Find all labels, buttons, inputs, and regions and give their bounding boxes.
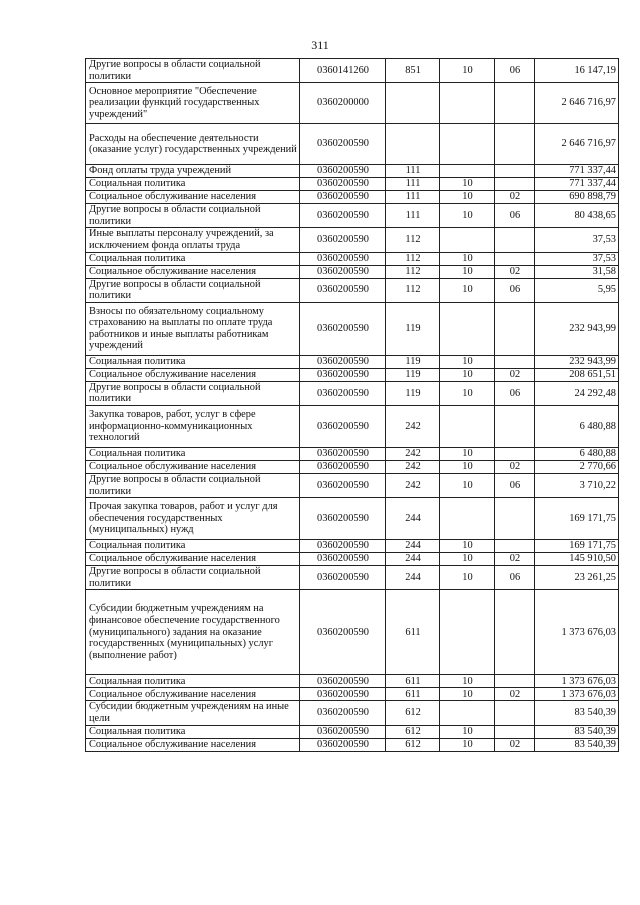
row-name: Социальная политика	[86, 178, 300, 191]
row-pr: 06	[495, 59, 535, 83]
row-name: Социальное обслуживание населения	[86, 265, 300, 278]
row-amount: 3 710,22	[535, 473, 619, 497]
row-csr: 0360200590	[300, 701, 386, 725]
row-csr: 0360200590	[300, 590, 386, 675]
row-pr	[495, 252, 535, 265]
row-rz: 10	[440, 688, 495, 701]
row-name: Расходы на обеспечение деятельности (оказание услуг) государственных учреждений	[86, 124, 300, 165]
row-amount: 169 171,75	[535, 540, 619, 553]
table-row	[86, 566, 619, 590]
row-name: Фонд оплаты труда учреждений	[86, 165, 300, 178]
row-csr: 0360200590	[300, 675, 386, 688]
row-vr: 119	[386, 368, 440, 381]
row-amount: 2 770,66	[535, 460, 619, 473]
row-name: Взносы по обязательному социальному страхованию на выплаты по оплате труда работников и иные выплаты работникам учреждений	[86, 302, 300, 355]
row-vr: 612	[386, 725, 440, 738]
row-rz: 10	[440, 675, 495, 688]
row-rz	[440, 83, 495, 124]
row-pr: 06	[495, 566, 535, 590]
row-pr	[495, 447, 535, 460]
row-pr	[495, 590, 535, 675]
row-name: Иные выплаты персоналу учреждений, за исключением фонда оплаты труда	[86, 228, 300, 252]
row-csr: 0360200590	[300, 278, 386, 302]
row-vr	[386, 83, 440, 124]
row-vr: 112	[386, 228, 440, 252]
row-csr: 0360200590	[300, 265, 386, 278]
row-pr: 06	[495, 278, 535, 302]
row-csr: 0360200590	[300, 381, 386, 405]
table-row	[86, 675, 619, 688]
row-pr	[495, 228, 535, 252]
row-amount: 1 373 676,03	[535, 675, 619, 688]
row-name: Социальная политика	[86, 540, 300, 553]
row-amount: 23 261,25	[535, 566, 619, 590]
row-amount: 24 292,48	[535, 381, 619, 405]
row-vr: 242	[386, 405, 440, 447]
row-rz: 10	[440, 252, 495, 265]
row-name: Закупка товаров, работ, услуг в сфере информационно-коммуникационных технологий	[86, 405, 300, 447]
row-rz: 10	[440, 460, 495, 473]
row-vr: 111	[386, 165, 440, 178]
row-vr: 851	[386, 59, 440, 83]
row-csr: 0360200590	[300, 540, 386, 553]
row-csr: 0360200590	[300, 355, 386, 368]
row-rz	[440, 701, 495, 725]
row-name: Социальная политика	[86, 355, 300, 368]
row-vr: 611	[386, 688, 440, 701]
row-pr	[495, 498, 535, 540]
row-csr: 0360200590	[300, 566, 386, 590]
row-rz: 10	[440, 178, 495, 191]
row-pr: 06	[495, 204, 535, 228]
table-row	[86, 204, 619, 228]
row-pr: 02	[495, 688, 535, 701]
row-pr	[495, 355, 535, 368]
row-pr: 02	[495, 191, 535, 204]
row-amount: 37,53	[535, 252, 619, 265]
row-amount: 1 373 676,03	[535, 590, 619, 675]
row-amount: 37,53	[535, 228, 619, 252]
row-csr: 0360200590	[300, 738, 386, 751]
row-csr: 0360200590	[300, 178, 386, 191]
row-vr: 242	[386, 460, 440, 473]
row-pr	[495, 725, 535, 738]
row-pr: 02	[495, 265, 535, 278]
table-row	[86, 405, 619, 447]
row-name: Субсидии бюджетным учреждениям на финансовое обеспечение государственного (муниципального) задания на оказание государственных (муниципальных) услуг (выполнение работ)	[86, 590, 300, 675]
row-rz: 10	[440, 191, 495, 204]
table-row	[86, 447, 619, 460]
row-name: Другие вопросы в области социальной политики	[86, 204, 300, 228]
table-row	[86, 178, 619, 191]
row-vr: 244	[386, 498, 440, 540]
row-name: Другие вопросы в области социальной политики	[86, 566, 300, 590]
row-csr: 0360200590	[300, 204, 386, 228]
row-rz: 10	[440, 59, 495, 83]
table-row	[86, 498, 619, 540]
row-pr: 02	[495, 368, 535, 381]
row-amount: 169 171,75	[535, 498, 619, 540]
row-rz: 10	[440, 278, 495, 302]
row-rz	[440, 498, 495, 540]
row-pr: 06	[495, 381, 535, 405]
row-name: Другие вопросы в области социальной политики	[86, 278, 300, 302]
row-pr	[495, 540, 535, 553]
row-name: Социальное обслуживание населения	[86, 553, 300, 566]
row-vr: 111	[386, 178, 440, 191]
row-amount: 5,95	[535, 278, 619, 302]
row-rz: 10	[440, 447, 495, 460]
row-name: Другие вопросы в области социальной политики	[86, 473, 300, 497]
table-row	[86, 381, 619, 405]
table-row	[86, 59, 619, 83]
row-csr: 0360200590	[300, 191, 386, 204]
row-pr	[495, 124, 535, 165]
table-row	[86, 265, 619, 278]
row-vr: 242	[386, 473, 440, 497]
table-row	[86, 191, 619, 204]
row-pr: 06	[495, 473, 535, 497]
row-vr: 244	[386, 553, 440, 566]
row-csr: 0360200590	[300, 165, 386, 178]
row-vr: 244	[386, 566, 440, 590]
table-row	[86, 302, 619, 355]
row-amount: 6 480,88	[535, 447, 619, 460]
row-rz	[440, 165, 495, 178]
row-csr: 0360200590	[300, 252, 386, 265]
row-pr	[495, 165, 535, 178]
row-csr: 0360200590	[300, 498, 386, 540]
row-vr: 112	[386, 278, 440, 302]
row-vr: 111	[386, 191, 440, 204]
table-row	[86, 688, 619, 701]
row-csr: 0360200590	[300, 725, 386, 738]
table-row	[86, 368, 619, 381]
row-csr: 0360200590	[300, 473, 386, 497]
row-name: Социальная политика	[86, 675, 300, 688]
table-row	[86, 725, 619, 738]
row-rz: 10	[440, 355, 495, 368]
row-csr: 0360200590	[300, 228, 386, 252]
row-name: Социальное обслуживание населения	[86, 460, 300, 473]
table-row	[86, 124, 619, 165]
row-name: Социальная политика	[86, 725, 300, 738]
row-name: Социальное обслуживание населения	[86, 738, 300, 751]
row-name: Социальное обслуживание населения	[86, 688, 300, 701]
row-rz: 10	[440, 566, 495, 590]
row-vr: 119	[386, 302, 440, 355]
row-vr: 119	[386, 381, 440, 405]
row-amount: 232 943,99	[535, 355, 619, 368]
table-row	[86, 165, 619, 178]
row-name: Субсидии бюджетным учреждениям на иные цели	[86, 701, 300, 725]
row-pr	[495, 405, 535, 447]
row-amount: 80 438,65	[535, 204, 619, 228]
row-amount: 2 646 716,97	[535, 83, 619, 124]
row-name: Прочая закупка товаров, работ и услуг для обеспечения государственных (муниципальных) нужд	[86, 498, 300, 540]
row-csr: 0360200000	[300, 83, 386, 124]
row-rz: 10	[440, 368, 495, 381]
row-vr: 111	[386, 204, 440, 228]
row-amount: 1 373 676,03	[535, 688, 619, 701]
row-vr: 112	[386, 265, 440, 278]
table-row	[86, 228, 619, 252]
row-amount: 771 337,44	[535, 178, 619, 191]
row-pr	[495, 178, 535, 191]
table-row	[86, 355, 619, 368]
row-pr: 02	[495, 553, 535, 566]
row-rz	[440, 302, 495, 355]
row-rz: 10	[440, 725, 495, 738]
table-row	[86, 738, 619, 751]
row-rz: 10	[440, 473, 495, 497]
row-amount: 690 898,79	[535, 191, 619, 204]
page-number: 311	[311, 38, 329, 52]
row-pr	[495, 675, 535, 688]
row-name: Другие вопросы в области социальной политики	[86, 59, 300, 83]
row-name: Социальная политика	[86, 252, 300, 265]
row-name: Социальная политика	[86, 447, 300, 460]
row-amount: 771 337,44	[535, 165, 619, 178]
row-vr: 612	[386, 701, 440, 725]
row-csr: 0360200590	[300, 405, 386, 447]
table-row	[86, 590, 619, 675]
row-vr: 612	[386, 738, 440, 751]
row-csr: 0360200590	[300, 460, 386, 473]
row-vr: 611	[386, 590, 440, 675]
row-amount: 83 540,39	[535, 738, 619, 751]
row-name: Другие вопросы в области социальной политики	[86, 381, 300, 405]
row-name: Социальное обслуживание населения	[86, 368, 300, 381]
row-amount: 232 943,99	[535, 302, 619, 355]
row-rz: 10	[440, 553, 495, 566]
row-rz	[440, 590, 495, 675]
row-amount: 83 540,39	[535, 701, 619, 725]
row-csr: 0360200590	[300, 302, 386, 355]
row-vr	[386, 124, 440, 165]
row-amount: 208 651,51	[535, 368, 619, 381]
table-row	[86, 83, 619, 124]
row-vr: 244	[386, 540, 440, 553]
row-vr: 611	[386, 675, 440, 688]
row-name: Основное мероприятие "Обеспечение реализации функций государственных учреждений"	[86, 83, 300, 124]
row-vr: 112	[386, 252, 440, 265]
row-amount: 31,58	[535, 265, 619, 278]
row-rz	[440, 228, 495, 252]
row-name: Социальное обслуживание населения	[86, 191, 300, 204]
table-row	[86, 460, 619, 473]
table-row	[86, 540, 619, 553]
row-pr: 02	[495, 738, 535, 751]
row-rz: 10	[440, 738, 495, 751]
row-csr: 0360200590	[300, 553, 386, 566]
row-amount: 6 480,88	[535, 405, 619, 447]
row-amount: 16 147,19	[535, 59, 619, 83]
row-pr	[495, 83, 535, 124]
row-csr: 0360141260	[300, 59, 386, 83]
row-rz: 10	[440, 265, 495, 278]
table-row	[86, 278, 619, 302]
row-amount: 83 540,39	[535, 725, 619, 738]
row-rz	[440, 124, 495, 165]
row-rz: 10	[440, 381, 495, 405]
row-pr: 02	[495, 460, 535, 473]
row-csr: 0360200590	[300, 688, 386, 701]
row-rz	[440, 405, 495, 447]
row-vr: 242	[386, 447, 440, 460]
table-row	[86, 553, 619, 566]
row-pr	[495, 701, 535, 725]
row-amount: 2 646 716,97	[535, 124, 619, 165]
row-csr: 0360200590	[300, 124, 386, 165]
row-amount: 145 910,50	[535, 553, 619, 566]
row-csr: 0360200590	[300, 447, 386, 460]
budget-table	[85, 58, 619, 752]
table-row	[86, 252, 619, 265]
row-vr: 119	[386, 355, 440, 368]
table-row	[86, 473, 619, 497]
table-row	[86, 701, 619, 725]
row-csr: 0360200590	[300, 368, 386, 381]
row-pr	[495, 302, 535, 355]
row-rz: 10	[440, 204, 495, 228]
row-rz: 10	[440, 540, 495, 553]
